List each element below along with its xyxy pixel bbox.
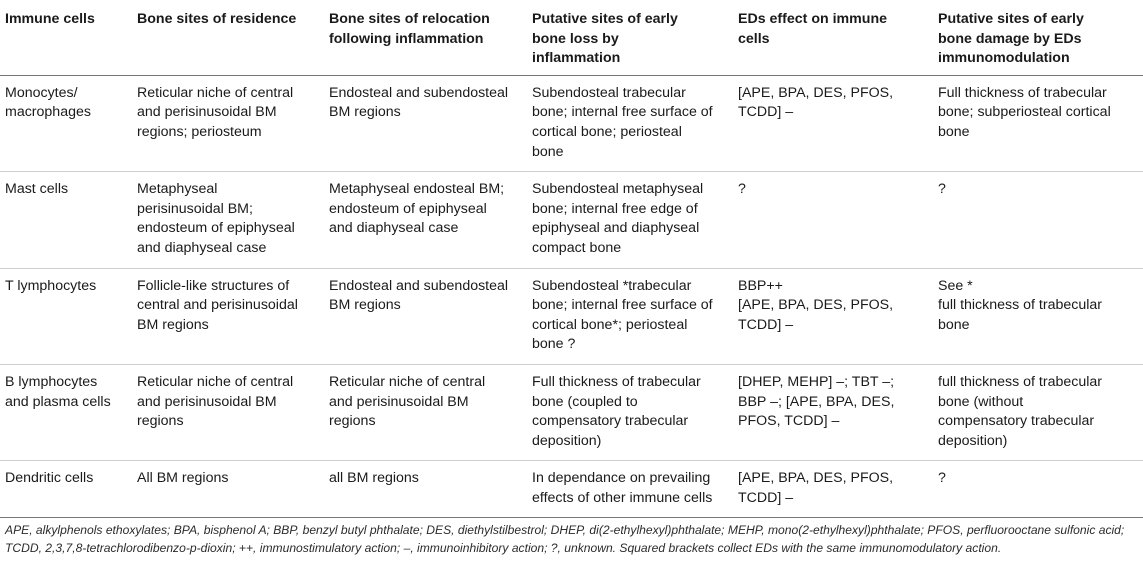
table-row (0, 461, 1143, 518)
header-early-bone-loss: Putative sites of early bone loss by inflammation (532, 11, 678, 67)
table-cell: Subendosteal *trabecular bone; internal free surface of cortical bone*; periosteal bone ? (532, 277, 713, 353)
table-cell: Endosteal and subendosteal BM regions (329, 277, 509, 314)
table-row (0, 268, 1143, 364)
table-row (0, 172, 1143, 268)
table-cell: Reticular niche of central and perisinusoidal BM regions (329, 373, 486, 430)
table-footnote: APE, alkylphenols ethoxylates; BPA, bisphenol A; BBP, benzyl butyl phthalate; DES, diethylstilbestrol; DHEP, di(2-ethylhexyl)phthalate; MEHP, mono(2-ethylhexyl)phthalate; PFOS, perfluorooctane sulfonic acid; TCDD, 2,3,7,8-tetrachlorodibenzo-p-dioxin; ++, immunostimulatory action; –, immunoinhibitory action; ?, unknown. Squared brackets collect EDs with the same immunomodulatory action. (5, 523, 1125, 555)
header-bone-sites-residence: Bone sites of residence (137, 11, 297, 27)
table-cell: Metaphyseal perisinusoidal BM; endosteum of epiphyseal and diaphyseal case (137, 181, 295, 256)
table-cell: Subendosteal trabecular bone; internal free surface of cortical bone; periosteal bone (532, 84, 713, 160)
table-cell: [DHEP, MEHP] –; TBT –; BBP –; [APE, BPA, DES, PFOS, TCDD] – (738, 373, 895, 430)
data-table (0, 4, 1143, 518)
table-cell: See * full thickness of trabecular bone (938, 277, 1103, 333)
table-cell: [APE, BPA, DES, PFOS, TCDD] – (738, 470, 894, 506)
header-bone-sites-relocation: Bone sites of relocation following inflammation (329, 11, 490, 47)
table-header-row (0, 4, 1143, 75)
table-row (0, 364, 1143, 460)
table-cell: B lymphocytes and plasma cells (5, 373, 111, 410)
table-cell: [APE, BPA, DES, PFOS, TCDD] – (738, 84, 894, 121)
table-cell: Full thickness of trabecular bone; subperiosteal cortical bone (938, 84, 1111, 140)
table-cell: Full thickness of trabecular bone (coupled to compensatory trabecular deposition) (532, 373, 701, 449)
table-cell: ? (938, 470, 946, 487)
table-cell: Dendritic cells (5, 470, 94, 487)
table-cell: Metaphyseal endosteal BM; endosteum of epiphyseal and diaphyseal case (329, 181, 505, 237)
table-cell: In dependance on prevailing effects of other immune cells (532, 470, 713, 506)
header-eds-effect: EDs effect on immune cells (738, 11, 887, 47)
table-cell: All BM regions (137, 470, 229, 487)
table-cell: Subendosteal metaphyseal bone; internal free edge of epiphyseal and diaphyseal compact bone (532, 181, 704, 256)
header-early-bone-damage: Putative sites of early bone damage by EDs immunomodulation (938, 11, 1084, 67)
table-cell: Reticular niche of central and perisinusoidal BM regions (137, 373, 294, 430)
table-cell: Monocytes/ macrophages (5, 84, 91, 121)
table-cell: T lymphocytes (5, 277, 97, 294)
table-cell: full thickness of trabecular bone (without compensatory trabecular deposition) (938, 373, 1103, 449)
table-cell: BBP++ [APE, BPA, DES, PFOS, TCDD] – (738, 277, 894, 333)
table-cell: Mast cells (5, 181, 69, 198)
table-cell: ? (738, 181, 746, 198)
table-cell: all BM regions (329, 470, 419, 487)
table-cell: Endosteal and subendosteal BM regions (329, 84, 509, 121)
table-cell: ? (938, 181, 946, 198)
table-cell: Follicle-like structures of central and perisinusoidal BM regions (137, 277, 298, 333)
table-row (0, 75, 1143, 171)
header-immune-cells: Immune cells (5, 11, 95, 27)
table-cell: Reticular niche of central and perisinusoidal BM regions; periosteum (137, 84, 294, 140)
